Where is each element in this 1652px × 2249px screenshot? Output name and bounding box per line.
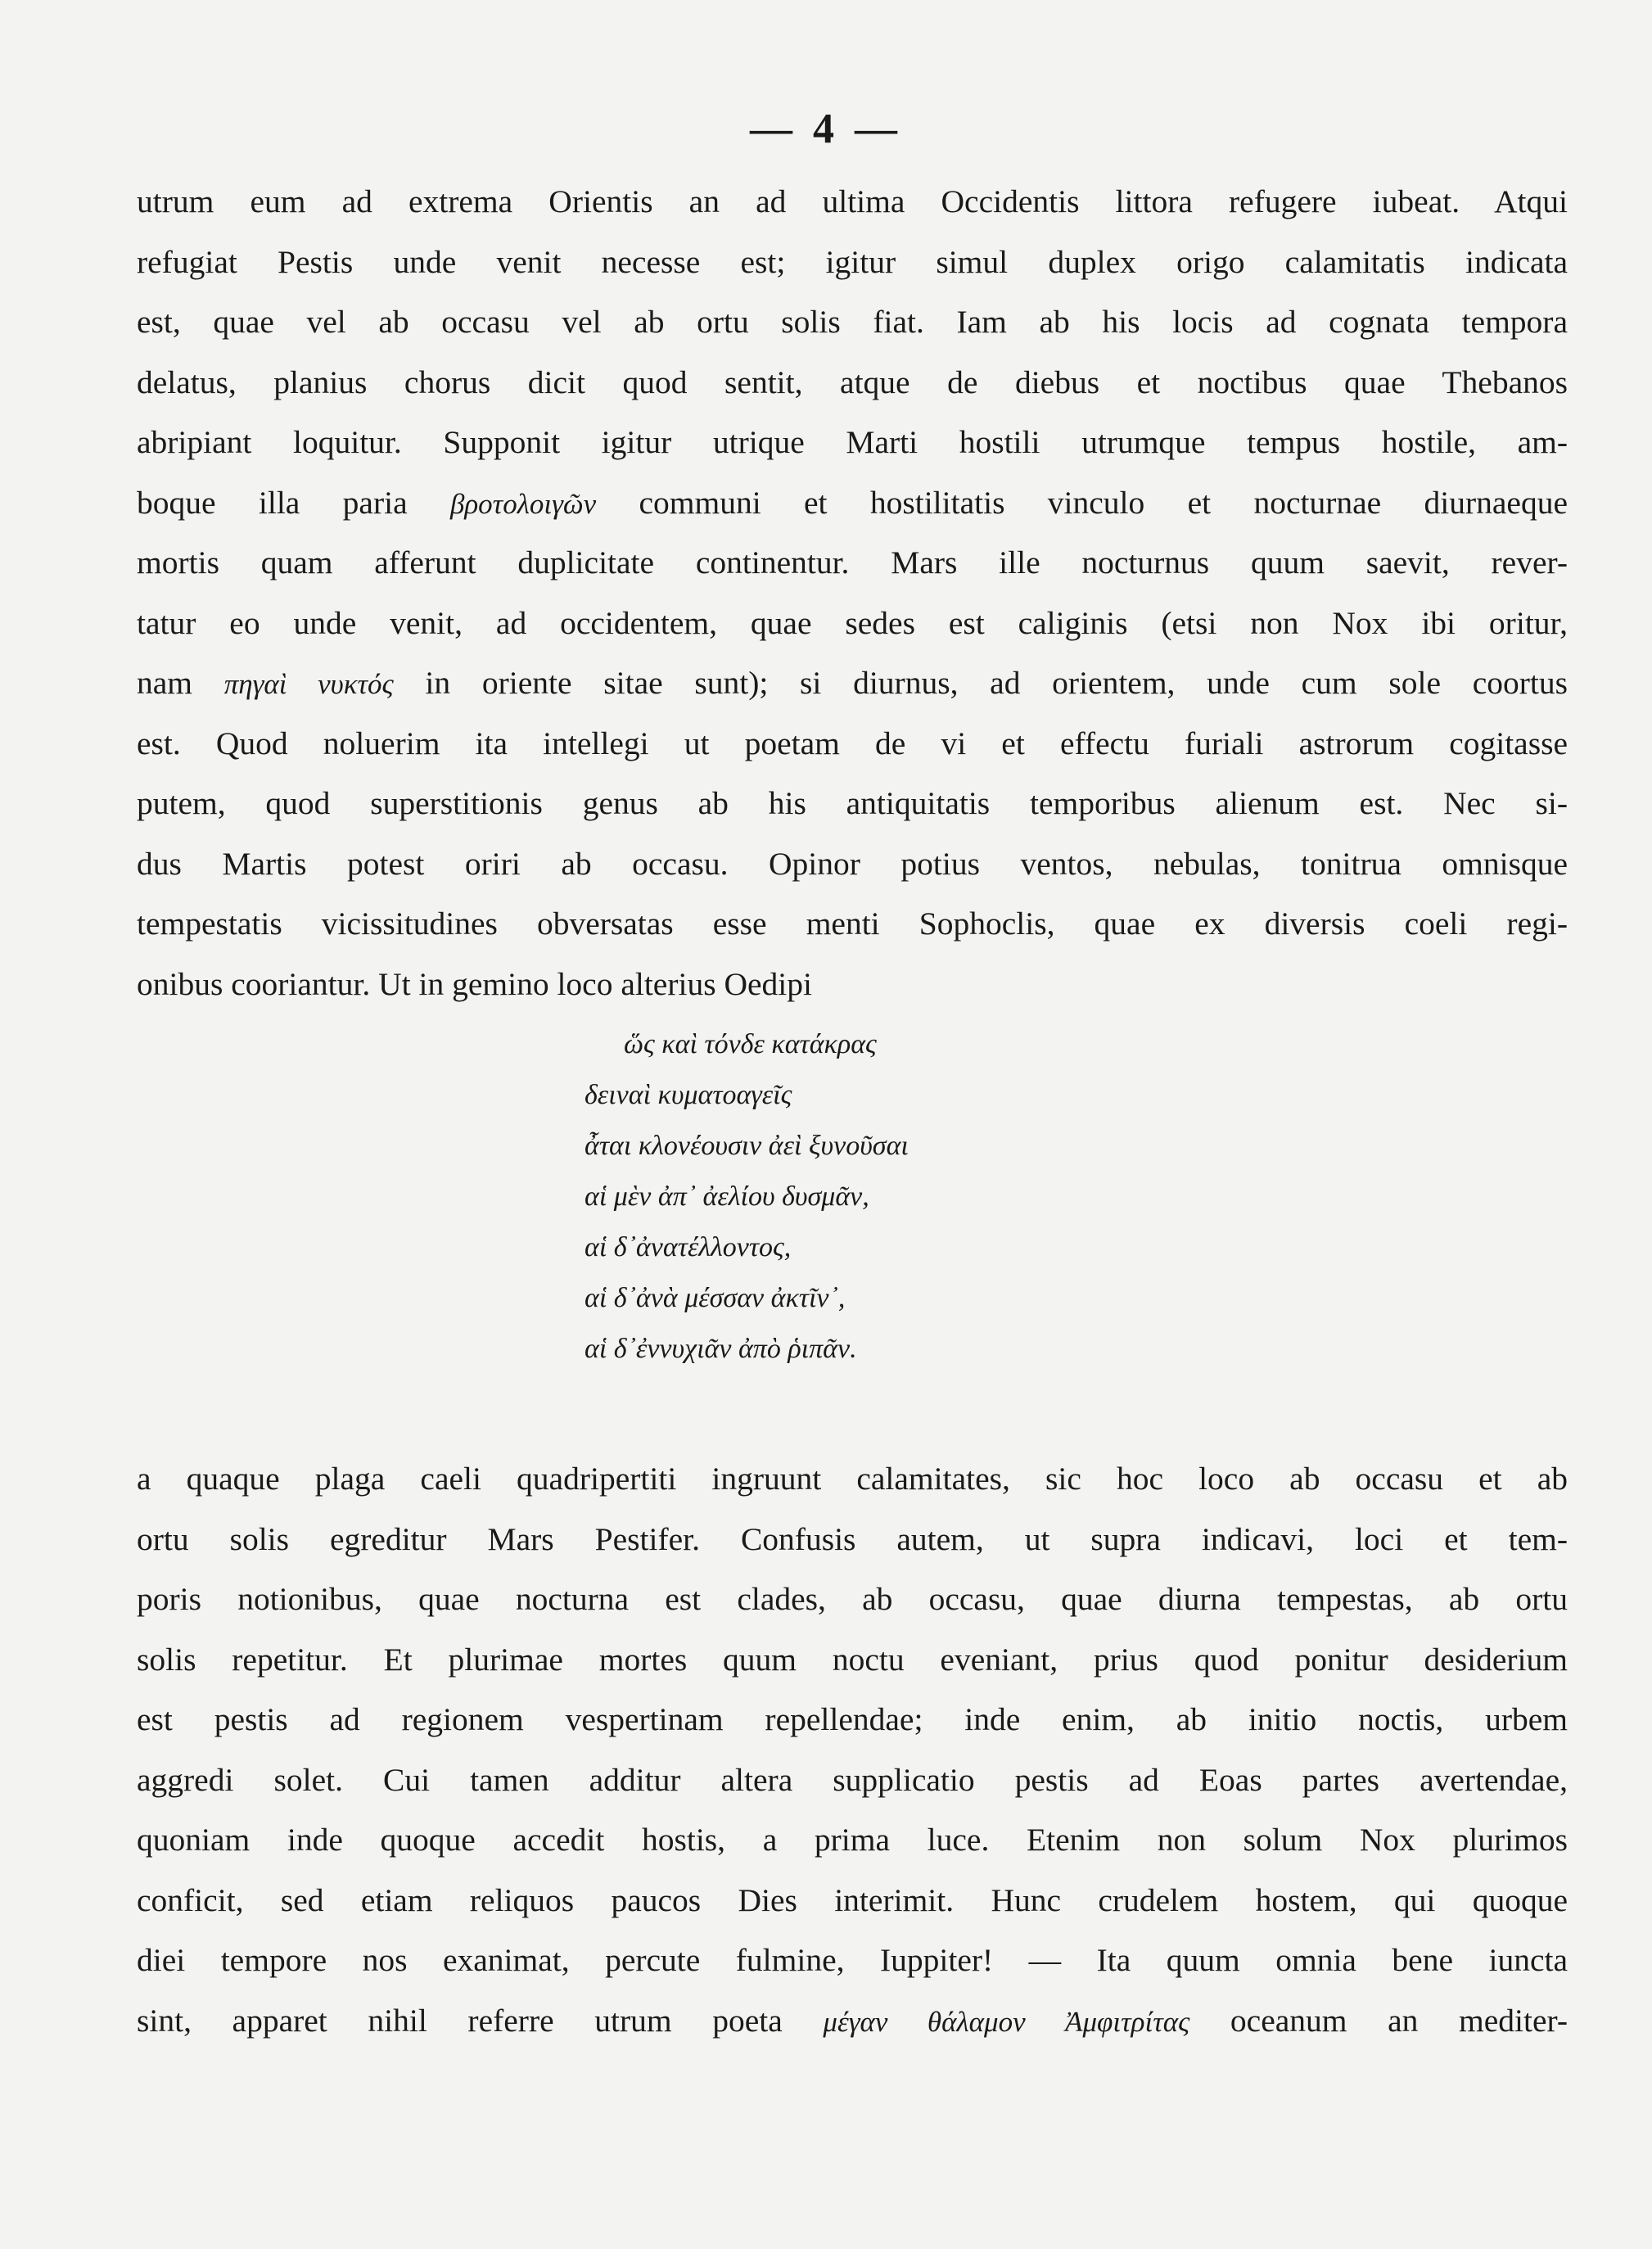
text-line: a quaque plaga caeli quadripertiti ingruunt calamitates, sic hoc loco ab occasu et ab bbox=[137, 1461, 1568, 1497]
verse-line: αἱ δ᾽ἐννυχιᾶν ἀπὸ ῥιπᾶν. bbox=[585, 1334, 857, 1364]
latin-text: communi et hostilitatis vinculo et nocturnae diurnaeque bbox=[596, 484, 1568, 521]
text-line: abripiant loquitur. Supponit igitur utrique Marti hostili utrumque tempus hostile, am- bbox=[137, 424, 1568, 460]
latin-text: in oriente sitae sunt); si diurnus, ad orientem, unde cum sole coortus bbox=[393, 665, 1568, 701]
verse-line: ὥς καὶ τόνδε κατάκρας bbox=[624, 1029, 877, 1059]
text-line: quoniam inde quoque accedit hostis, a prima luce. Etenim non solum Nox plurimos bbox=[137, 1822, 1568, 1858]
text-line: tatur eo unde venit, ad occidentem, quae sedes est caliginis (etsi non Nox ibi oritur, bbox=[137, 604, 1568, 641]
text-line-with-greek bbox=[137, 473, 1568, 534]
latin-text: boque illa paria bbox=[137, 484, 450, 521]
latin-text: sint, apparet nihil referre utrum poeta bbox=[137, 2002, 824, 2039]
text-line: delatus, planius chorus dicit quod sentit, atque de diebus et noctibus quae Thebanos bbox=[137, 364, 1568, 400]
text-line: tempestatis vicissitudines obversatas esse menti Sophoclis, quae ex diversis coeli regi- bbox=[137, 905, 1568, 942]
text-line: est. Quod noluerim ita intellegi ut poetam de vi et effectu furiali astrorum cogitasse bbox=[137, 725, 1568, 761]
paragraph-2 bbox=[137, 1449, 1568, 2051]
paragraph-1 bbox=[137, 172, 1568, 1014]
text-line-with-greek bbox=[137, 1991, 1568, 2052]
text-line: refugiat Pestis unde venit necesse est; igitur simul duplex origo calamitatis indicata bbox=[137, 243, 1568, 280]
verse-line: αἱ δ᾽ἀνὰ μέσσαν ἀκτῖν᾽, bbox=[585, 1283, 846, 1313]
greek-word: μέγαν θάλαμον Ἀμφιτρίτας bbox=[823, 2005, 1190, 2038]
greek-word: βροτολοιγῶν bbox=[449, 487, 597, 520]
text-line: poris notionibus, quae nocturna est clades, ab occasu, quae diurna tempestas, ab ortu bbox=[137, 1581, 1568, 1617]
verse-line: αἱ μὲν ἀπ᾽ ἀελίου δυσμᾶν, bbox=[585, 1181, 869, 1212]
text-line: mortis quam afferunt duplicitate continentur. Mars ille nocturnus quum saevit, rever- bbox=[137, 544, 1568, 580]
text-line: putem, quod superstitionis genus ab his antiquitatis temporibus alienum est. Nec si- bbox=[137, 785, 1568, 821]
text-line: aggredi solet. Cui tamen additur altera supplicatio pestis ad Eoas partes avertendae, bbox=[137, 1761, 1568, 1798]
text-line: solis repetitur. Et plurimae mortes quum noctu eveniant, prius quod ponitur desiderium bbox=[137, 1641, 1568, 1678]
text-line-with-greek bbox=[137, 653, 1568, 714]
verse-line: δειναὶ κυματοαγεῖς bbox=[585, 1080, 792, 1110]
latin-text: nam bbox=[137, 665, 224, 701]
text-line: diei tempore nos exanimat, percute fulmine, Iuppiter! — Ita quum omnia bene iuncta bbox=[137, 1942, 1568, 1978]
text-line: onibus cooriantur. Ut in gemino loco alterius Oedipi bbox=[137, 965, 812, 1002]
text-line: conficit, sed etiam reliquos paucos Dies interimit. Hunc crudelem hostem, qui quoque bbox=[137, 1881, 1568, 1918]
text-line: utrum eum ad extrema Orientis an ad ultima Occidentis littora refugere iubeat. Atqui bbox=[137, 183, 1568, 219]
greek-word: πηγαὶ νυκτός bbox=[223, 668, 394, 700]
text-line: dus Martis potest oriri ab occasu. Opinor potius ventos, nebulas, tonitrua omnisque bbox=[137, 845, 1568, 882]
greek-verse-quotation bbox=[0, 1019, 1652, 1375]
text-line: est pestis ad regionem vespertinam repellendae; inde enim, ab initio noctis, urbem bbox=[137, 1701, 1568, 1737]
page-number: — 4 — bbox=[750, 106, 902, 152]
text-line: ortu solis egreditur Mars Pestifer. Confusis autem, ut supra indicavi, loci et tem- bbox=[137, 1520, 1568, 1557]
latin-text: oceanum an mediter- bbox=[1189, 2002, 1568, 2039]
verse-line: ἆται κλονέουσιν ἀεὶ ξυνοῦσαι bbox=[585, 1131, 909, 1161]
text-line: est, quae vel ab occasu vel ab ortu solis fiat. Iam ab his locis ad cognata tempora bbox=[137, 304, 1568, 340]
verse-line: αἱ δ᾽ἀνατέλλοντος, bbox=[585, 1232, 792, 1262]
